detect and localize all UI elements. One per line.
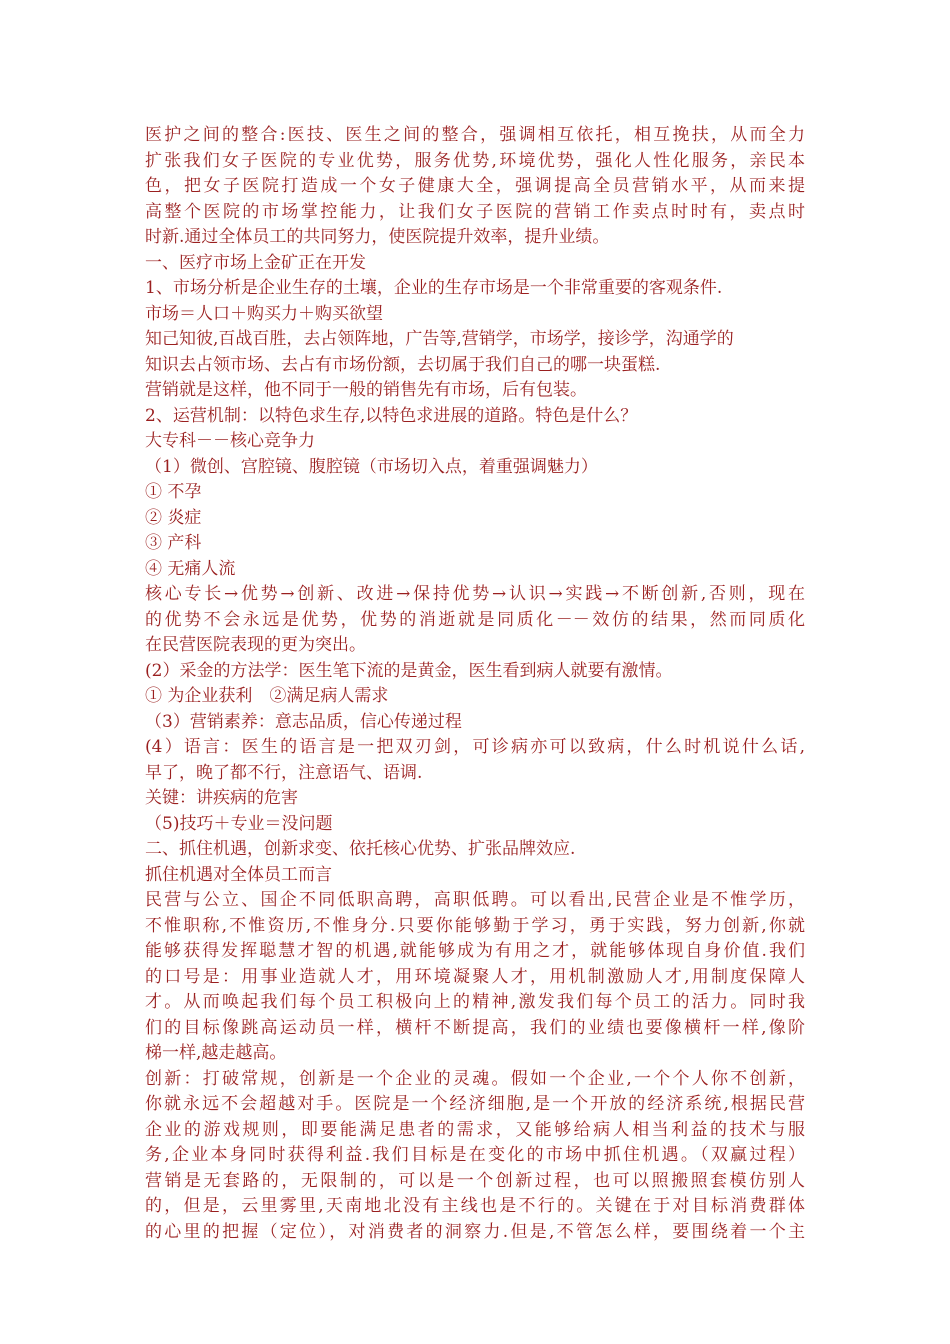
text-line: 梯一样,越走越高。 (145, 1043, 287, 1063)
text-line: 企业的游戏规则，即要能满足患者的需求，又能够给病人相当利益的技术与服 (145, 1119, 805, 1140)
text-line: 的优势不会永远是优势，优势的消逝就是同质化－－效仿的结果，然而同质化 (145, 609, 805, 630)
text-line: 的心里的把握（定位），对消费者的洞察力.但是,不管怎么样，要围绕着一个主 (145, 1221, 805, 1242)
text-line: 大专科－－核心竞争力 (145, 431, 315, 451)
text-line: （5)技巧＋专业＝没问题 (145, 813, 333, 834)
text-line: （1）微创、宫腔镜、腹腔镜（市场切入点，着重强调魅力） (145, 456, 598, 477)
text-line: 们的目标像跳高运动员一样，横杆不断提高，我们的业绩也要像横杆一样,像阶 (145, 1017, 805, 1038)
text-line: 创新：打破常规，创新是一个企业的灵魂。假如一个企业,一个个人你不创新， (145, 1068, 805, 1089)
text-line: 高整个医院的市场掌控能力，让我们女子医院的营销工作卖点时时有，卖点时 (145, 201, 805, 222)
text-line: ① 为企业获利 ②满足病人需求 (145, 686, 389, 706)
text-line: 市场＝人口＋购买力＋购买欲望 (145, 303, 383, 324)
text-line: (4）语言：医生的语言是一把双刃剑，可诊病亦可以致病，什么时机说什么话, (145, 737, 805, 757)
text-line: 二、抓住机遇，创新求变、依托核心优势、扩张品牌效应. (145, 839, 576, 859)
text-line: 早了，晚了都不行，注意语气、语调. (145, 762, 423, 783)
text-line: 务,企业本身同时获得利益.我们目标是在变化的市场中抓住机遇。（双赢过程） (145, 1145, 805, 1165)
text-line: 关键：讲疾病的危害 (145, 788, 298, 808)
text-line: 民营与公立、国企不同低职高聘，高职低聘。可以看出,民营企业是不惟学历， (145, 890, 805, 910)
text-line: 的口号是：用事业造就人才，用环境凝聚人才，用机制激励人才,用制度保障人 (145, 966, 805, 987)
text-line: ① 不孕 (145, 482, 202, 502)
text-line: ③ 产科 (145, 533, 202, 553)
text-line: 扩张我们女子医院的专业优势，服务优势,环境优势，强化人性化服务，亲民本 (145, 150, 805, 171)
text-line: 2、运营机制：以特色求生存,以特色求进展的道路。特色是什么？ (145, 405, 638, 426)
text-line: 抓住机遇对全体员工而言 (145, 864, 332, 885)
text-line: (2）采金的方法学：医生笔下流的是黄金，医生看到病人就要有激情。 (145, 660, 673, 681)
text-line: ④ 无痛人流 (145, 558, 236, 579)
text-line: 色，把女子医院打造成一个女子健康大全，强调提高全员营销水平，从而来提 (145, 176, 805, 196)
text-line: 营销就是这样，他不同于一般的销售先有市场，后有包装。 (145, 380, 587, 400)
document-body (145, 123, 805, 1245)
text-line: 1、市场分析是企业生存的土壤，企业的生存市场是一个非常重要的客观条件. (145, 278, 723, 298)
text-line: 不惟职称,不惟资历,不惟身分.只要你能够勤于学习，勇于实践，努力创新,你就 (145, 915, 805, 936)
text-line: 核心专长→优势→创新、改进→保持优势→认识→实践→不断创新,否则，现在 (145, 584, 805, 604)
text-line: 营销是无套路的，无限制的，可以是一个创新过程，也可以照搬照套模仿别人 (145, 1170, 805, 1191)
text-line: 知识去占领市场、去占有市场份额，去切属于我们自己的哪一块蛋糕. (145, 354, 661, 375)
text-line: 知己知彼,百战百胜，去占领阵地，广告等,营销学，市场学，接诊学，沟通学的 (145, 329, 734, 349)
text-line: 时新.通过全体员工的共同努力，使医院提升效率，提升业绩。 (145, 227, 610, 247)
text-line: 医护之间的整合:医技、医生之间的整合，强调相互依托，相互挽扶，从而全力 (145, 125, 805, 145)
text-line: 在民营医院表现的更为突出。 (145, 635, 366, 655)
text-line: （3）营销素养：意志品质，信心传递过程 (145, 711, 462, 732)
text-line: 能够获得发挥聪慧才智的机遇,就能够成为有用之才，就能够体现自身价值.我们 (145, 941, 805, 961)
text-line: 一、医疗市场上金矿正在开发 (145, 252, 366, 273)
text-line: 的，但是，云里雾里,天南地北没有主线也是不行的。关键在于对目标消费群体 (145, 1196, 805, 1216)
text-line: ② 炎症 (145, 507, 202, 528)
text-line: 你就永远不会超越对手。医院是一个经济细胞,是一个开放的经济系统,根据民营 (145, 1094, 805, 1114)
text-line: 才。从而唤起我们每个员工积极向上的精神,激发我们每个员工的活力。同时我 (145, 992, 805, 1012)
